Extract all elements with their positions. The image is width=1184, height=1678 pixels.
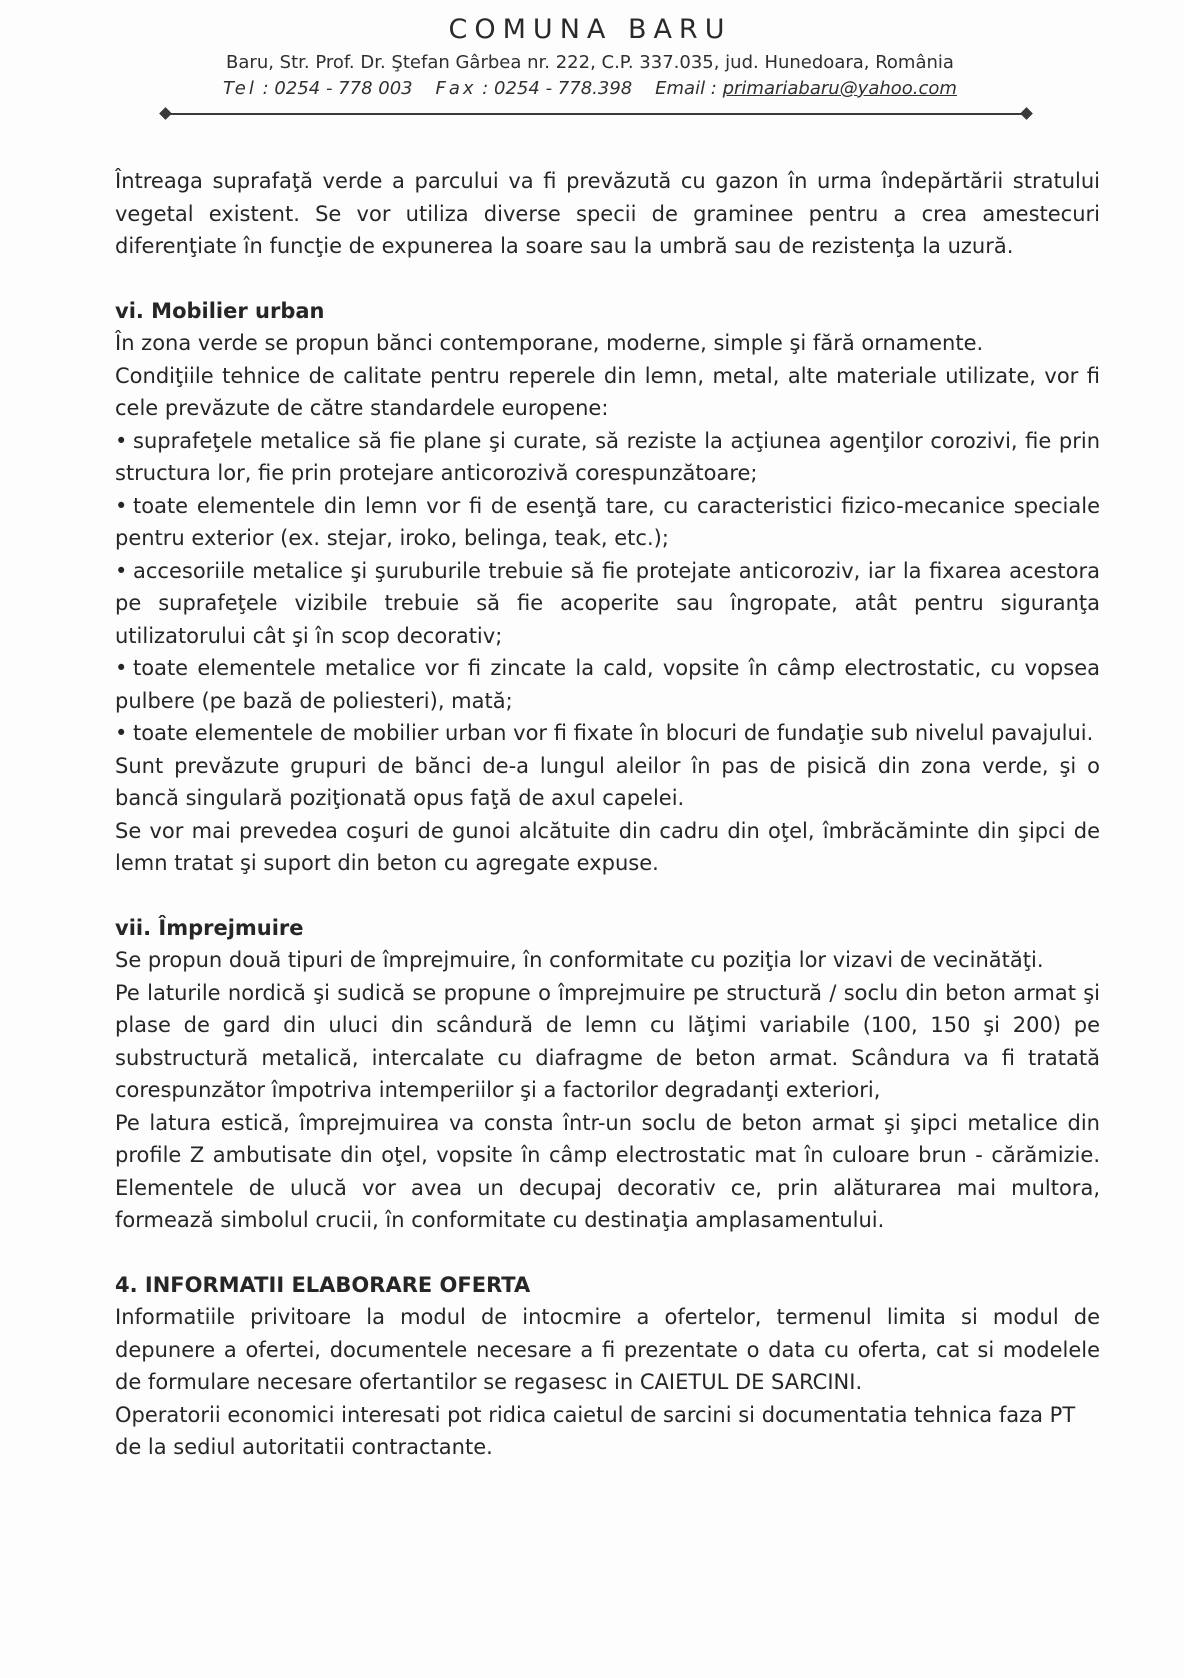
divider-right-diamond-icon (1020, 107, 1033, 120)
section-vi-paragraph-4: Se vor mai prevedea coşuri de gunoi alcătuite din cadru din oţel, îmbrăcăminte din şipci de lemn tratat şi suport din beton cu agregate expuse. (115, 818, 1100, 875)
section-vi-heading: vi. Mobilier urban (115, 298, 325, 323)
letterhead (150, 10, 1030, 102)
email-label: Email : (655, 78, 717, 99)
bullet-item: • toate elementele metalice vor fi zincate la cald, vopsite în câmp electrostatic, cu vopsea pulbere (pe bază de poliesteri), mată; (115, 652, 1100, 717)
section-4-heading: 4. INFORMATII ELABORARE OFERTA (115, 1272, 531, 1297)
spacer (115, 1237, 1100, 1269)
document-body (115, 165, 1100, 1464)
bullet-item: • toate elementele din lemn vor fi de esenţă tare, cu caracteristici fizico-mecanice speciale pentru exterior (ex. stejar, iroko, belinga, teak, etc.); (115, 490, 1100, 555)
letterhead-title: COMUNA BARU (448, 14, 732, 45)
section-vii-paragraph-3: Pe latura estică, împrejmuirea va consta într-un soclu de beton armat şi şipci metalice din profile Z ambutisate din oţel, vopsite în câmp electrostatic mat în culoare brun - cărămizie. Elementele de ulucă vor avea un decupaj decorativ ce, prin alăturarea mai multora, formează simbolul crucii, în conformitate cu destinaţia amplasamentului. (115, 1110, 1100, 1232)
fax-label: Fax (435, 78, 477, 99)
section-4-paragraph-2: Operatorii economici interesati pot ridica caietul de sarcini si documentatia tehnica faza PT de la sediul autoritatii contractante. (115, 1402, 1076, 1459)
section-4-paragraph-1: Informatiile privitoare la modul de intocmire a ofertelor, termenul limita si modul de depunere a ofertei, documentele necesare a fi prezentate o data cu oferta, cat si modelele de formulare necesare ofertantilor se regasesc in CAIETUL DE SARCINI. (115, 1305, 1100, 1394)
spacer (115, 263, 1100, 295)
fax-value: : 0254 - 778.398 (482, 78, 633, 99)
tel-value: : 0254 - 778 003 (262, 78, 413, 99)
section-vii-paragraph-1: Se propun două tipuri de împrejmuire, în conformitate cu poziţia lor vizavi de vecinătăţi. (115, 948, 1044, 972)
section-vi-paragraph-2: Condiţiile tehnice de calitate pentru reperele din lemn, metal, alte materiale utilizate, vor fi cele prevăzute de către standardele europene: (115, 363, 1100, 420)
bullet-item: • toate elementele de mobilier urban vor fi fixate în blocuri de fundaţie sub nivelul pavajului. (115, 717, 1100, 750)
tel-label: Tel (223, 78, 257, 99)
intro-paragraph: Întreaga suprafaţă verde a parcului va fi prevăzută cu gazon în urma îndepărtării stratului vegetal existent. Se vor utiliza diverse specii de graminee pentru a crea amestecuri diferenţiate în funcţie de expunerea la soare sau la umbră sau de rezistenţa la uzură. (115, 169, 1100, 258)
header-divider (165, 113, 1027, 115)
letterhead-address: Baru, Str. Prof. Dr. Ştefan Gârbea nr. 222, C.P. 337.035, jud. Hunedoara, România (226, 52, 954, 73)
spacer (115, 880, 1100, 912)
section-vii-paragraph-2: Pe laturile nordică şi sudică se propune o împrejmuire pe structură / soclu din beton armat şi plase de gard din uluci din scândură de lemn cu lăţimi variabile (100, 150 şi 200) pe substructură metalică, intercalate cu diafragme de beton armat. Scândura va fi tratată corespunzător împotriva intemperiilor şi a factorilor degradanţi exteriori, (115, 980, 1100, 1102)
bullet-item: • accesoriile metalice şi şuruburile trebuie să fie protejate anticoroziv, iar la fixarea acestora pe suprafeţele vizibile trebuie să fie acoperite sau îngropate, atât pentru siguranţa utilizatorului cât şi în scop decorativ; (115, 555, 1100, 653)
letterhead-contact (150, 76, 1030, 102)
section-vi-paragraph-1: În zona verde se propun bănci contemporane, moderne, simple şi fără ornamente. (115, 331, 984, 355)
section-vi-paragraph-3: Sunt prevăzute grupuri de bănci de-a lungul aleilor în pas de pisică din zona verde, şi o bancă singulară poziţionată opus faţă de axul capelei. (115, 753, 1100, 810)
bullet-item: • suprafeţele metalice să fie plane şi curate, să reziste la acţiunea agenţilor corozivi, fie prin structura lor, fie prin protejare anticorozivă corespunzătoare; (115, 425, 1100, 490)
divider-left-diamond-icon (159, 107, 172, 120)
email-link[interactable]: primariabaru@yahoo.com (722, 78, 957, 99)
section-vii-heading: vii. Împrejmuire (115, 915, 304, 940)
